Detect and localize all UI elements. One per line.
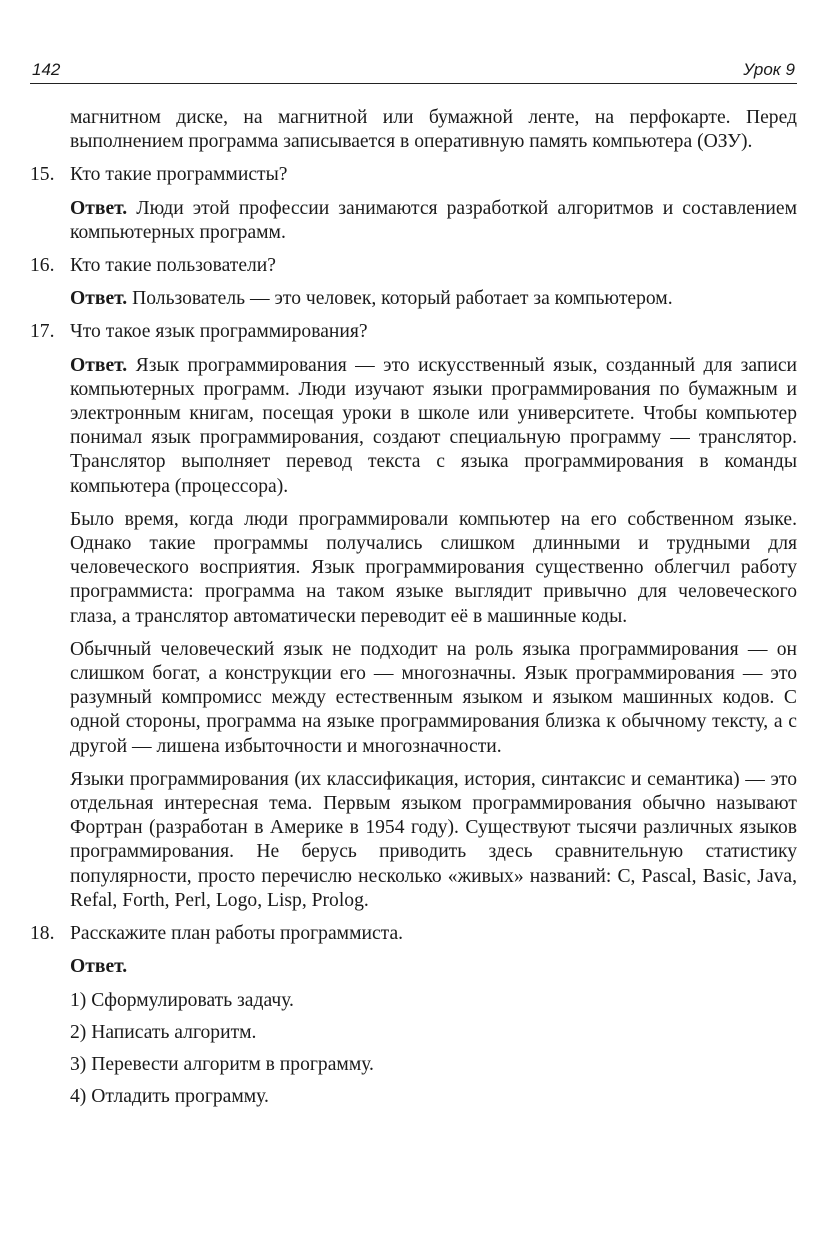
paragraph: Языки программирования (их классификация, история, синтаксис и семантика) — это отдельная интересная тема. Первым языком программирования обычно называют Фортран (разработан в Америке в 1954 году). Существуют тысячи различных языков программирования. Не берусь приводить здесь сравнительную статистику популярности, просто перечислю несколько «живых» названий: C, Pascal, Basic, Java, Refal, Forth, Perl, Logo, Lisp, Prolog. [70, 768, 797, 911]
question-17 [30, 320, 797, 344]
question-text: Кто такие программисты? [70, 164, 288, 186]
question-number: 18. [30, 923, 55, 945]
list-item: 1) Сформулировать задачу. [70, 989, 294, 1011]
question-text: Что такое язык программирования? [70, 321, 368, 343]
answer-text: Язык программирования — это искусственный язык, созданный для записи компьютерных программ. Люди изучают языки программирования по бумажным и электронным книгам, посещая уроки в школе или университете. Чтобы компьютер понимал язык программирования, создают специальную программу — транслятор. Транслятор выполняет перевод текста с языка программирования в команды компьютера (процессора). [70, 354, 798, 497]
page-header [30, 58, 797, 84]
paragraph: Обычный человеческий язык не подходит на роль языка программирования — он слишком богат, а конструкции его — многозначны. Язык программирования — это разумный компромисс между естественным языком и языком машинных кодов. С одной стороны, программа на языке программирования близка к обычному тексту, а с другой — лишена избыточности и многозначности. [70, 638, 797, 757]
answer-text: Люди этой профессии занимаются разработкой алгоритмов и составлением компьютерных программ. [70, 197, 797, 243]
paragraph: Было время, когда люди программировали компьютер на его собственном языке. Однако такие программы получались слишком длинными и трудными для человеческого восприятия. Язык программирования существенно облегчил работу программиста: программа на таком языке выглядит привычно для человеческого глаза, а транслятор автоматически переводит её в машинные коды. [70, 508, 797, 627]
page-body [30, 106, 797, 1117]
question-number: 17. [30, 321, 55, 343]
answer-label: Ответ. [70, 354, 128, 376]
question-number: 15. [30, 164, 55, 186]
chapter-title: Урок 9 [743, 60, 795, 79]
list-item: 2) Написать алгоритм. [70, 1021, 257, 1043]
answer-17 [70, 354, 797, 499]
list-item: 4) Отладить программу. [70, 1086, 269, 1108]
answer-16 [70, 287, 797, 311]
question-text: Кто такие пользователи? [70, 255, 276, 277]
page-number: 142 [32, 60, 61, 79]
answer-15 [70, 197, 797, 245]
question-number: 16. [30, 255, 55, 277]
answer-label: Ответ. [70, 288, 128, 310]
question-16 [30, 254, 797, 278]
answer-label: Ответ. [70, 197, 128, 219]
answer-text: Пользователь — это человек, который работает за компьютером. [132, 288, 673, 310]
intro-paragraph: магнитном диске, на магнитной или бумажной ленте, на перфокарте. Перед выполнением программа записывается в оперативную память компьютера (ОЗУ). [70, 107, 797, 153]
question-text: Расскажите план работы программиста. [70, 923, 404, 945]
answer-label: Ответ. [70, 956, 128, 978]
list-item: 3) Перевести алгоритм в программу. [70, 1053, 374, 1075]
question-18 [30, 922, 797, 946]
answer-18 [70, 955, 797, 979]
question-15 [30, 163, 797, 187]
